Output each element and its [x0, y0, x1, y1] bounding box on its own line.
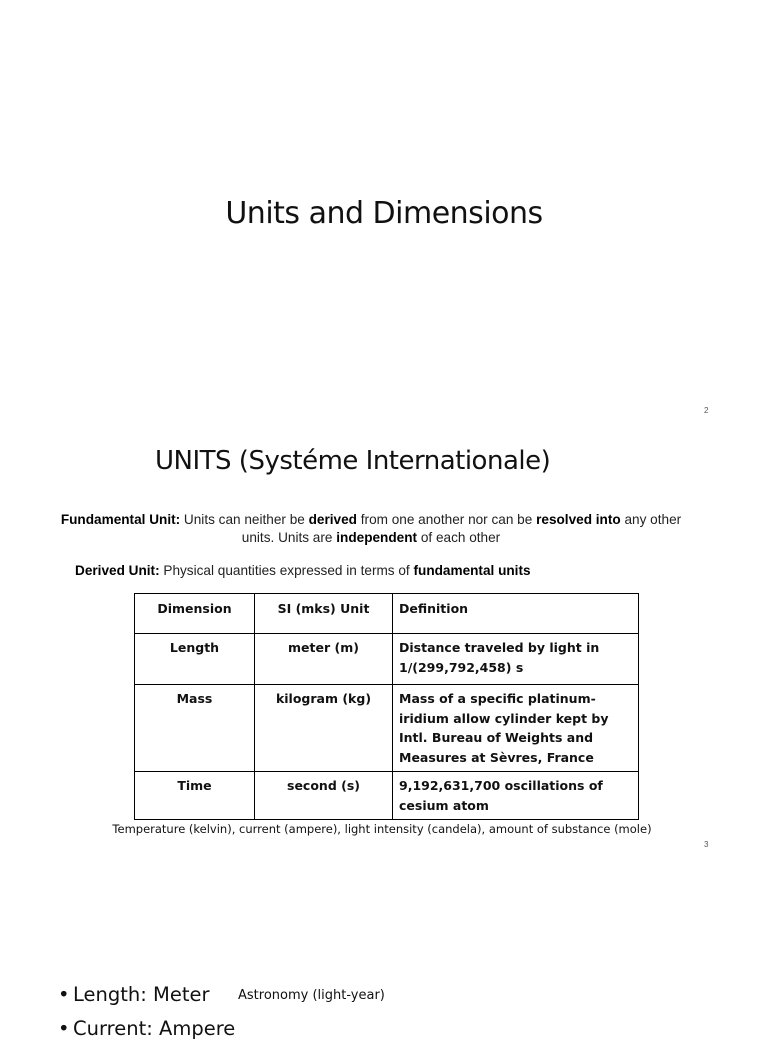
text-fragment: of each other — [417, 530, 501, 545]
column-header-si-unit: SI (mks) Unit — [255, 594, 393, 634]
cell-unit: second (s) — [255, 772, 393, 820]
page-number: 2 — [704, 406, 709, 415]
cell-definition: Distance traveled by light in 1/(299,792,458) s — [393, 634, 639, 685]
text-fragment: from one another nor can be — [356, 512, 537, 527]
fundamental-unit-definition — [60, 511, 682, 547]
si-units-table — [134, 593, 639, 820]
text-fragment: Units can neither be — [180, 512, 309, 527]
emphasis: derived — [308, 512, 357, 527]
list-item — [58, 1017, 235, 1040]
derived-unit-definition — [75, 562, 531, 580]
cell-definition: 9,192,631,700 oscillations of cesium atom — [393, 772, 639, 820]
base-units-footnote: Temperature (kelvin), current (ampere), light intensity (candela), amount of substance (mole) — [112, 822, 652, 836]
list-item-text: Current: Ampere — [73, 1017, 236, 1040]
emphasis: fundamental units — [413, 563, 531, 578]
table-row — [135, 685, 639, 772]
cell-unit: meter (m) — [255, 634, 393, 685]
column-header-definition: Definition — [393, 594, 639, 634]
cell-definition: Mass of a specific platinum-iridium allow cylinder kept by Intl. Bureau of Weights and Measures at Sèvres, France — [393, 685, 639, 772]
list-item — [58, 983, 210, 1006]
list-item-text: Length: Meter — [73, 983, 210, 1006]
column-header-dimension: Dimension — [135, 594, 255, 634]
astronomy-note: Astronomy (light-year) — [238, 988, 385, 1003]
text-fragment: any other units. Units are — [241, 512, 682, 545]
table-row — [135, 634, 639, 685]
table-row — [135, 772, 639, 820]
table-header-row — [135, 594, 639, 634]
page-number: 3 — [704, 840, 709, 849]
slide-title-units-and-dimensions: Units and Dimensions — [225, 196, 543, 231]
cell-dimension: Mass — [135, 685, 255, 772]
cell-dimension: Time — [135, 772, 255, 820]
derived-unit-label: Derived Unit: — [75, 563, 160, 578]
fundamental-unit-label: Fundamental Unit: — [60, 512, 181, 527]
emphasis: independent — [336, 530, 418, 545]
emphasis: resolved into — [536, 512, 621, 527]
bullet-icon: • — [58, 983, 70, 1006]
text-fragment: Physical quantities expressed in terms of — [159, 563, 414, 578]
cell-unit: kilogram (kg) — [255, 685, 393, 772]
slide-title-si-units: UNITS (Systéme Internationale) — [155, 446, 551, 476]
bullet-icon: • — [58, 1017, 70, 1040]
cell-dimension: Length — [135, 634, 255, 685]
